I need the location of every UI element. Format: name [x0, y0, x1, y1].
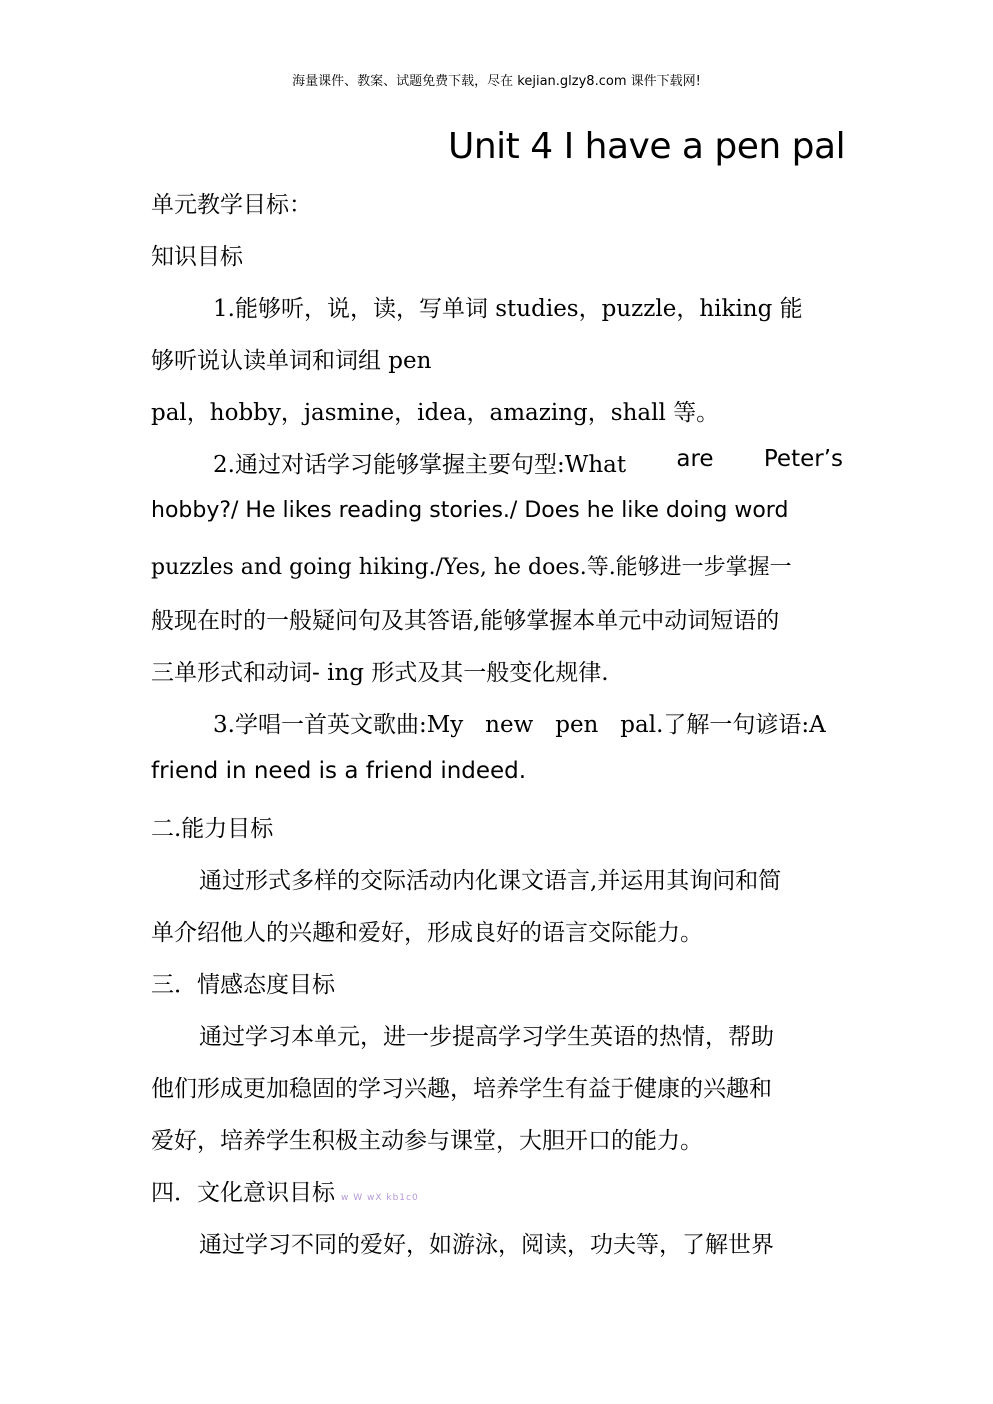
- paragraph-line: 1.能够听，说，读，写单词 studies，puzzle，hiking 能: [213, 296, 803, 322]
- paragraph-line: 单介绍他人的兴趣和爱好，形成良好的语言交际能力。: [151, 920, 703, 946]
- text-segment: 2.通过对话学习能够掌握主要句型:What: [213, 452, 627, 478]
- paragraph-line: puzzles and going hiking./Yes, he does.等.能够进一步掌握一: [151, 555, 792, 580]
- page-header: 海量课件、教案、试题免费下载，尽在 kejian.glzy8.com 课件下载网!: [292, 74, 701, 89]
- watermark-text: w W wX kb1c0: [341, 1193, 419, 1203]
- subsection-heading: 知识目标: [151, 244, 243, 270]
- paragraph-line: hobby?/ He likes reading stories./ Does he like doing word: [151, 498, 789, 523]
- paragraph-line: 他们形成更加稳固的学习兴趣，培养学生有益于健康的兴趣和: [151, 1076, 772, 1102]
- section-heading: 二.能力目标: [151, 816, 274, 842]
- paragraph-line: 通过学习不同的爱好，如游泳，阅读，功夫等，了解世界: [199, 1232, 774, 1258]
- paragraph-line: 够听说认读单词和词组 pen: [151, 348, 432, 374]
- paragraph-line: 般现在时的一般疑问句及其答语,能够掌握本单元中动词短语的: [151, 608, 780, 634]
- paragraph-line: 三单形式和动词- ing 形式及其一般变化规律.: [151, 660, 609, 686]
- paragraph-line: 通过学习本单元，进一步提高学习学生英语的热情，帮助: [199, 1024, 774, 1050]
- heading-text: 四．文化意识目标: [151, 1180, 335, 1206]
- text-segment: are: [676, 446, 714, 472]
- section-heading: 三．情感态度目标: [151, 972, 335, 998]
- paragraph-line: friend in need is a friend indeed.: [151, 758, 527, 784]
- section-heading: [151, 1174, 419, 1207]
- section-heading: 单元教学目标：: [151, 192, 312, 218]
- paragraph-line: 3.学唱一首英文歌曲:My new pen pal.了解一句谚语:A: [213, 712, 826, 738]
- text-segment: Peter’s: [763, 446, 843, 472]
- page-title: Unit 4 I have a pen pal: [448, 126, 846, 167]
- paragraph-line: 爱好，培养学生积极主动参与课堂，大胆开口的能力。: [151, 1128, 703, 1154]
- paragraph-line: pal，hobby，jasmine，idea，amazing，shall 等。: [151, 400, 720, 426]
- paragraph-line: 通过形式多样的交际活动内化课文语言,并运用其询问和简: [199, 868, 782, 894]
- paragraph-line: [213, 446, 843, 479]
